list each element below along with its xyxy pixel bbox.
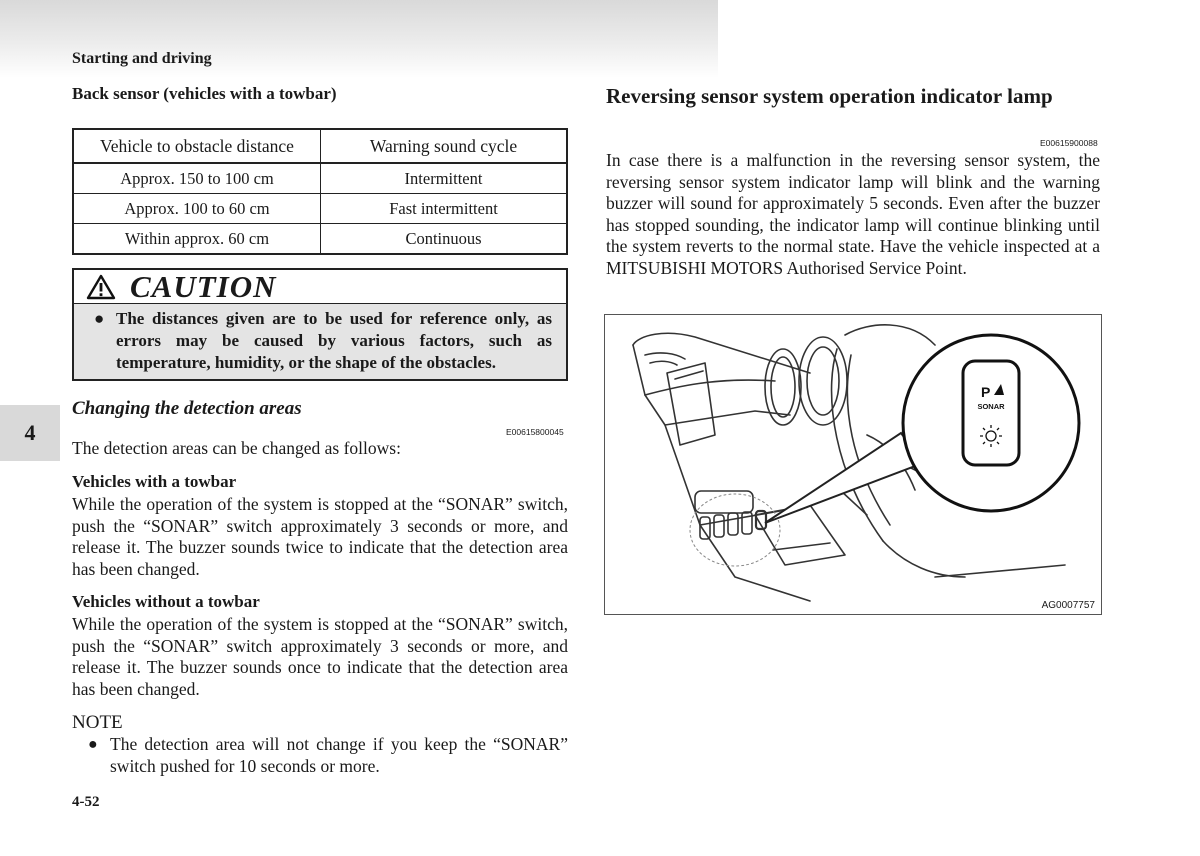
caution-header bbox=[74, 270, 566, 304]
table-cell: Fast intermittent bbox=[321, 194, 568, 224]
caution-body bbox=[74, 304, 566, 379]
sonar-switch-symbol: P bbox=[981, 384, 991, 400]
indicator-text: In case there is a malfunction in the reversing sensor system, the reversing sensor system indicator lamp will blink and the warning buzzer will sound for approximately 5 seconds. Even after the buzzer has stopped sounding, the indicator lamp will continue blinking until the system reverts to the normal state. Have the vehicle inspected at a MITSUBISHI MOTORS Authorised Service Point. bbox=[606, 150, 1100, 278]
detection-code: E00615800045 bbox=[506, 427, 564, 437]
caution-text: The distances given are to be used for reference only, as errors may be caused by various factors, such as temperature, humidity, or the shape of the obstacles. bbox=[116, 309, 552, 372]
back-sensor-heading: Back sensor (vehicles with a towbar) bbox=[72, 84, 337, 103]
detection-intro: The detection areas can be changed as follows: bbox=[72, 438, 401, 458]
sonar-switch bbox=[963, 361, 1019, 465]
table-cell: Continuous bbox=[321, 224, 568, 255]
indicator-heading: Reversing sensor system operation indicator lamp bbox=[606, 84, 1053, 108]
table-header-row bbox=[73, 129, 567, 163]
detection-heading: Changing the detection areas bbox=[72, 398, 302, 419]
table-cell: Approx. 150 to 100 cm bbox=[73, 163, 321, 194]
indicator-code: E00615900088 bbox=[1040, 138, 1098, 148]
dashboard-illustration bbox=[604, 314, 1102, 615]
towbar-heading: Vehicles with a towbar bbox=[72, 472, 237, 491]
warning-triangle-icon bbox=[86, 274, 116, 300]
figure-code: AG0007757 bbox=[1041, 600, 1095, 611]
note-label: NOTE bbox=[72, 712, 123, 733]
page-number: 4-52 bbox=[72, 794, 100, 810]
note-item bbox=[88, 734, 568, 777]
dashboard-drawing bbox=[605, 315, 1101, 614]
table-row bbox=[73, 224, 567, 255]
table-cell: Within approx. 60 cm bbox=[73, 224, 321, 255]
table-header-cell: Vehicle to obstacle distance bbox=[73, 129, 321, 163]
section-title: Starting and driving bbox=[72, 50, 212, 67]
bullet-icon: ● bbox=[94, 309, 105, 328]
chapter-tab: 4 bbox=[0, 405, 60, 461]
left-column bbox=[72, 84, 568, 776]
distance-table bbox=[72, 128, 568, 255]
no-towbar-text: While the operation of the system is stopped at the “SONAR” switch, push the “SONAR” switch approximately 3 seconds or more, and release it. The buzzer sounds once to indicate that the detection area has been changed. bbox=[72, 614, 568, 699]
caution-box bbox=[72, 268, 568, 381]
table-cell: Intermittent bbox=[321, 163, 568, 194]
table-row bbox=[73, 163, 567, 194]
sonar-switch-label: SONAR bbox=[977, 402, 1005, 411]
no-towbar-heading: Vehicles without a towbar bbox=[72, 592, 260, 611]
bullet-icon: ● bbox=[88, 736, 98, 753]
caution-title: CAUTION bbox=[130, 268, 277, 304]
table-row bbox=[73, 194, 567, 224]
note-text: The detection area will not change if you keep the “SONAR” switch pushed for 10 seconds or more. bbox=[110, 734, 568, 776]
towbar-text: While the operation of the system is stopped at the “SONAR” switch, push the “SONAR” switch approximately 3 seconds or more, and release it. The buzzer sounds twice to indicate that the detection area has been changed. bbox=[72, 494, 568, 579]
table-header-cell: Warning sound cycle bbox=[321, 129, 568, 163]
table-cell: Approx. 100 to 60 cm bbox=[73, 194, 321, 224]
